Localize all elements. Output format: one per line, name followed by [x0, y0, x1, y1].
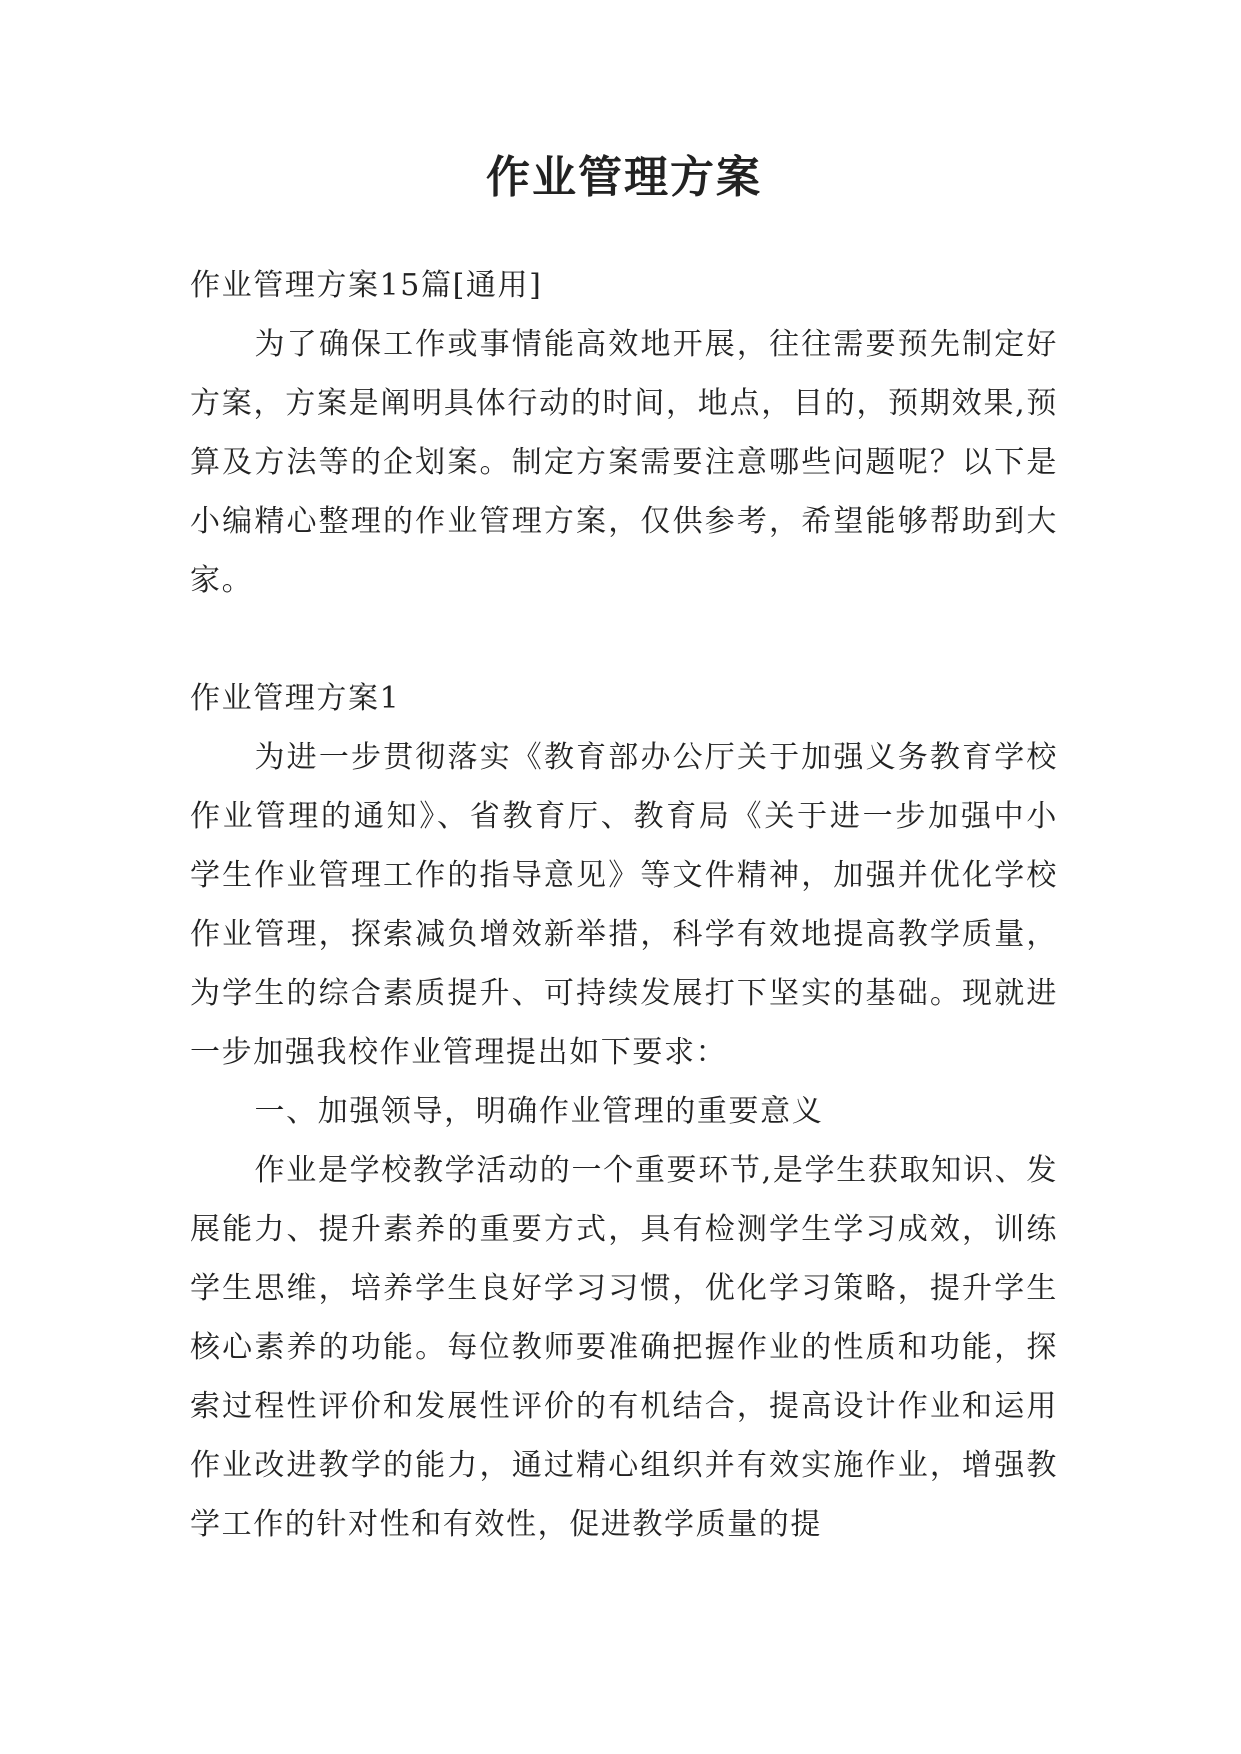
document-title: 作业管理方案 [486, 152, 762, 203]
body-paragraph: 作业是学校教学活动的一个重要环节,是学生获取知识、发展能力、提升素养的重要方式，具有检测学生学习成效，训练学生思维，培养学生良好学习习惯，优化学习策略，提升学生核心素养的功能。每位教师要准确把握作业的性质和功能，探索过程性评价和发展性评价的有机结合，提高设计作业和运用作业改进教学的能力，通过精心组织并有效实施作业，增强教学工作的针对性和有效性，促进教学质量的提 [190, 1153, 1058, 1542]
section-subheading: 一、加强领导，明确作业管理的重要意义 [254, 1094, 824, 1129]
intro-paragraph: 为了确保工作或事情能高效地开展，往往需要预先制定好方案，方案是阐明具体行动的时间，地点，目的，预期效果,预算及方法等的企划案。制定方案需要注意哪些问题呢？以下是小编精心整理的作业管理方案，仅供参考，希望能够帮助到大家。 [190, 327, 1058, 598]
document-body [190, 256, 1058, 1554]
section-heading: 作业管理方案1 [190, 681, 401, 716]
body-paragraph: 为进一步贯彻落实《教育部办公厅关于加强义务教育学校作业管理的通知》、省教育厅、教育局《关于进一步加强中小学生作业管理工作的指导意见》等文件精神，加强并优化学校作业管理，探索减负增效新举措，科学有效地提高教学质量，为学生的综合素质提升、可持续发展打下坚实的基础。现就进一步加强我校作业管理提出如下要求： [190, 740, 1058, 1070]
document-subtitle: 作业管理方案15篇[通用] [190, 268, 543, 303]
paragraph-spacer [190, 610, 1058, 669]
document-page [190, 0, 1058, 1754]
